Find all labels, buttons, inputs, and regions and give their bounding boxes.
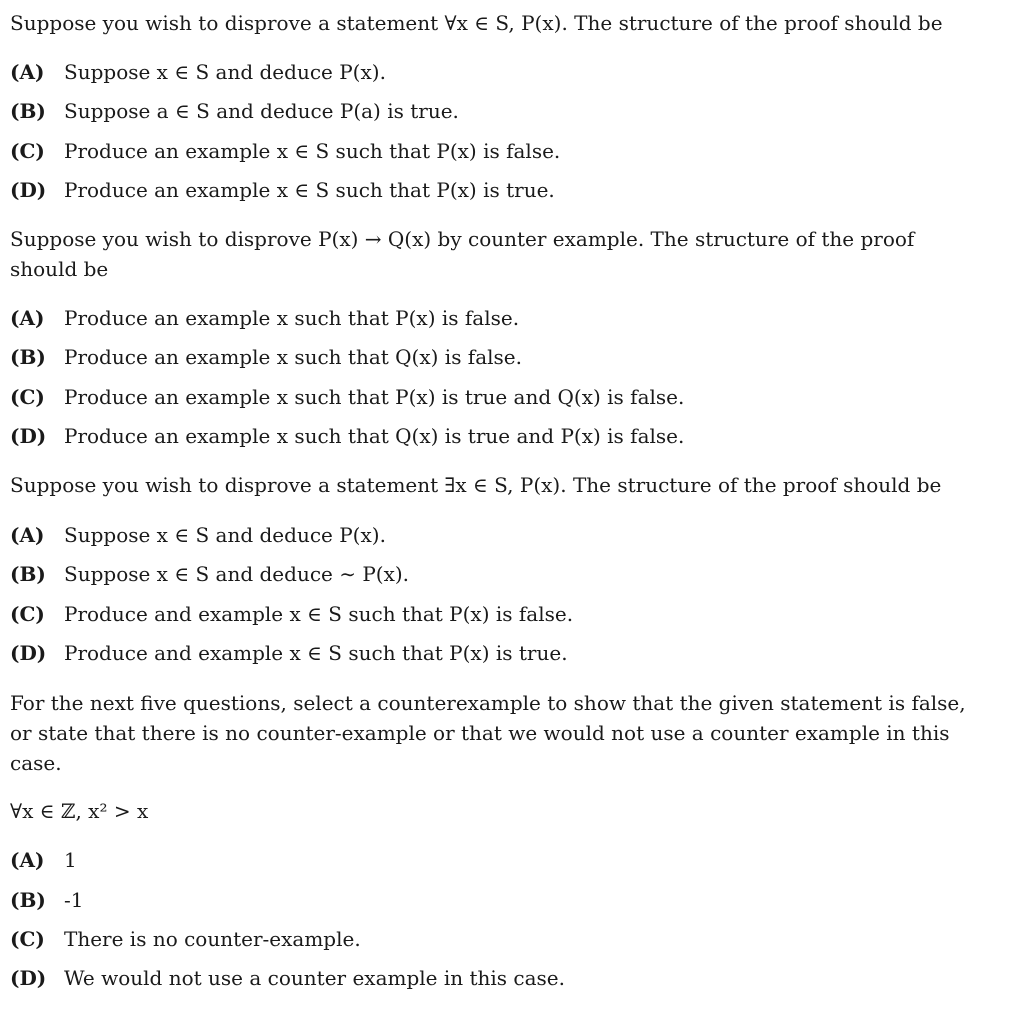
question-2-option-b: [10, 342, 522, 372]
question-1-option-a: [10, 57, 386, 87]
question-3-stem: Suppose you wish to disprove a statement ∃x ∈ S, P(x). The structure of the proof should be: [10, 473, 942, 497]
option-text: Suppose x ∈ S and deduce ∼ P(x).: [64, 562, 410, 586]
question-4-option-a: [10, 845, 77, 875]
option-letter: (B): [10, 99, 46, 123]
option-letter: (D): [10, 424, 47, 448]
option-letter: (C): [10, 927, 45, 951]
question-3-option-d: [10, 638, 568, 668]
option-letter: (A): [10, 60, 45, 84]
question-4-option-b: [10, 885, 83, 915]
option-letter: (C): [10, 385, 45, 409]
option-letter: (D): [10, 966, 47, 990]
option-letter: (A): [10, 523, 45, 547]
option-letter: (A): [10, 306, 45, 330]
option-text: Produce and example x ∈ S such that P(x) is false.: [64, 602, 574, 626]
option-letter: (C): [10, 139, 45, 163]
option-text: -1: [64, 888, 84, 912]
option-text: Suppose a ∈ S and deduce P(a) is true.: [64, 99, 459, 123]
option-letter: (A): [10, 848, 45, 872]
option-text: 1: [64, 848, 77, 872]
option-text: Produce an example x ∈ S such that P(x) is false.: [64, 139, 561, 163]
question-4-option-d: [10, 963, 565, 993]
question-3-option-c: [10, 599, 573, 629]
option-text: Produce an example x such that P(x) is false.: [64, 306, 520, 330]
question-2-stem: Suppose you wish to disprove P(x) → Q(x) by counter example. The structure of the proof should be: [10, 227, 915, 281]
option-text: Produce an example x such that P(x) is true and Q(x) is false.: [64, 385, 685, 409]
option-letter: (C): [10, 602, 45, 626]
question-2-option-d: [10, 421, 684, 451]
option-text: There is no counter-example.: [64, 927, 361, 951]
question-2-option-a: [10, 303, 519, 333]
question-1-stem: Suppose you wish to disprove a statement ∀x ∈ S, P(x). The structure of the proof should be: [10, 11, 943, 35]
question-3-option-a: [10, 520, 386, 550]
option-letter: (D): [10, 178, 47, 202]
option-text: Produce an example x ∈ S such that P(x) is true.: [64, 178, 555, 202]
option-text: Produce an example x such that Q(x) is true and P(x) is false.: [64, 424, 685, 448]
option-letter: (B): [10, 345, 46, 369]
option-text: Produce and example x ∈ S such that P(x) is true.: [64, 641, 568, 665]
option-text: Suppose x ∈ S and deduce P(x).: [64, 60, 386, 84]
option-text: We would not use a counter example in this case.: [64, 966, 565, 990]
question-1-option-d: [10, 175, 555, 205]
question-4-option-c: [10, 924, 361, 954]
option-text: Suppose x ∈ S and deduce P(x).: [64, 523, 386, 547]
option-letter: (B): [10, 562, 46, 586]
option-text: Produce an example x such that Q(x) is false.: [64, 345, 522, 369]
section-intro: For the next five questions, select a counterexample to show that the given statement is false, or state that there is no counter-example or that we would not use a counter example in this case.: [10, 691, 966, 775]
option-letter: (D): [10, 641, 47, 665]
question-1-option-b: [10, 96, 459, 126]
question-3-option-b: [10, 559, 409, 589]
option-letter: (B): [10, 888, 46, 912]
question-2-option-c: [10, 382, 684, 412]
question-1-option-c: [10, 136, 560, 166]
question-4-stem: ∀x ∈ ℤ, x² > x: [10, 799, 149, 823]
